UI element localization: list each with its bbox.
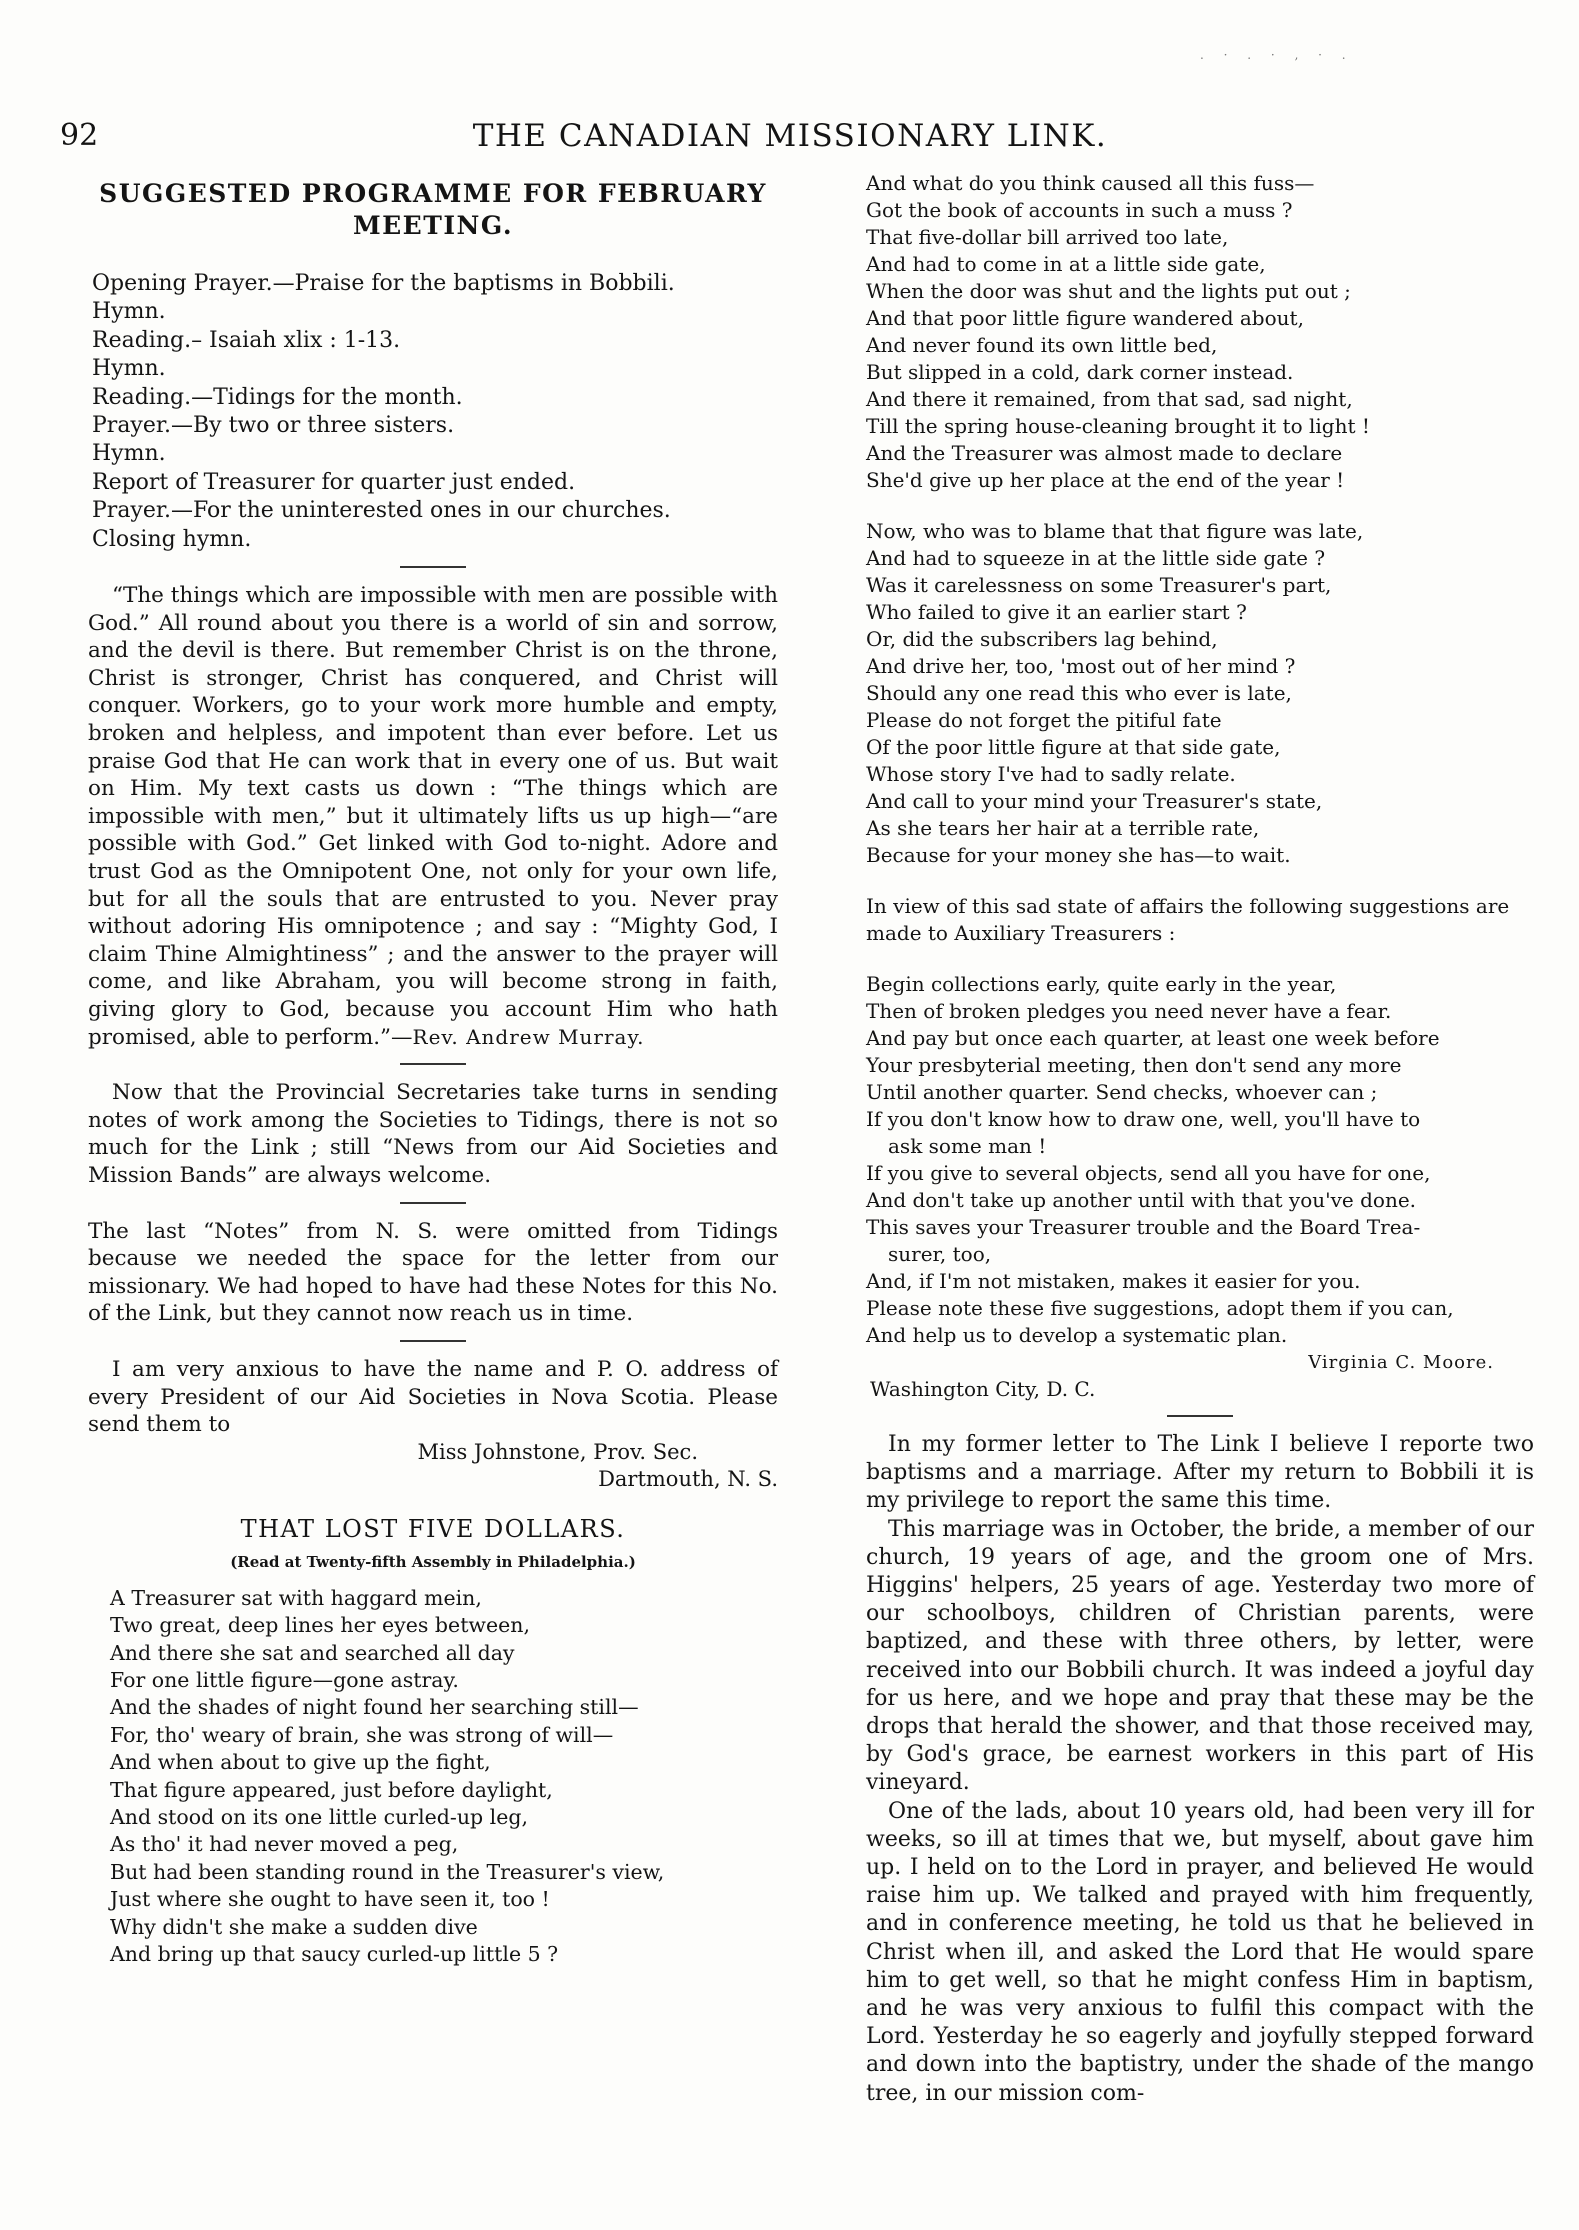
poem-line: For, tho' weary of brain, she was strong of will— bbox=[110, 1722, 614, 1747]
poem-line: Why didn't she make a sudden dive bbox=[110, 1914, 478, 1939]
poem-line: And drive her, too, 'most out of her mind ? bbox=[866, 654, 1296, 678]
poem-line: A Treasurer sat with haggard mein, bbox=[110, 1585, 482, 1610]
poem-line: And the shades of night found her searching still— bbox=[110, 1695, 639, 1720]
left-column bbox=[88, 178, 778, 1968]
poem-line: Two great, deep lines her eyes between, bbox=[110, 1613, 530, 1638]
programme-item: Hymn. bbox=[92, 299, 166, 325]
notes-omitted: The last “Notes” from N. S. were omitted from Tidings because we needed the space for the letter from our missionary. We had hoped to have had these Notes for this No. of the Link, but they cannot now reach us in time. bbox=[88, 1218, 778, 1327]
poem-line: That figure appeared, just before daylight, bbox=[110, 1777, 553, 1802]
letter-paragraph: In my former letter to The Link I believe I reporte two baptisms and a marriage. After my return to Bobbili it is my privilege to report the same this time. bbox=[866, 1432, 1534, 1514]
poem-line: Should any one read this who ever is late, bbox=[866, 681, 1292, 705]
poem-author: Virginia C. Moore. bbox=[1308, 1352, 1494, 1373]
programme-item: Reading.– Isaiah xlix : 1-13. bbox=[92, 327, 401, 353]
suggestion-line: And pay but once each quarter, at least one week before bbox=[866, 1026, 1440, 1050]
poem-line: And the Treasurer was almost made to declare bbox=[866, 441, 1343, 465]
letter-paragraph: This marriage was in October, the bride, a member of our church, 19 years of age, and the groom one of Mrs. Higgins' helpers, 25 years of age. Yesterday two more of our schoolboys, children of Christian parents, were baptized, and these with three others, by letter, were received into our Bobbili church. It was indeed a joyful day for us here, and we hope and pray that these may be the drops that herald the shower, and that those received may, by God's grace, be earnest workers in this part of His vineyard. bbox=[866, 1516, 1534, 1796]
poem-line: For one little figure—gone astray. bbox=[110, 1667, 459, 1692]
running-title: THE CANADIAN MISSIONARY LINK. bbox=[472, 118, 1108, 154]
secretaries-note: Now that the Provincial Secretaries take turns in sending notes of work among the Societies to Tidings, there is not so much for the Link ; still “News from our Aid Societies and Mission Bands” are always welcome. bbox=[88, 1080, 778, 1188]
right-column bbox=[866, 170, 1534, 2108]
poem-line: Just where she ought to have seen it, too ! bbox=[110, 1887, 550, 1912]
poem-line: And there it remained, from that sad, sad night, bbox=[866, 387, 1353, 411]
print-specks: . · . · ‚ · . bbox=[1200, 48, 1354, 62]
poem-stanza-2 bbox=[866, 170, 1534, 494]
suggestion-line: If you don't know how to draw one, well, you'll have to bbox=[866, 1107, 1421, 1131]
suggestion-line: This saves your Treasurer trouble and the Board Trea- bbox=[866, 1215, 1421, 1239]
address-place: Dartmouth, N. S. bbox=[598, 1466, 778, 1491]
poem-line: And call to your mind your Treasurer's state, bbox=[866, 789, 1323, 813]
section-divider bbox=[400, 566, 466, 568]
suggestion-line: And help us to develop a systematic plan. bbox=[866, 1323, 1288, 1347]
poem-line: Was it carelessness on some Treasurer's part, bbox=[866, 573, 1332, 597]
suggestion-line: Your presbyterial meeting, then don't send any more bbox=[866, 1053, 1402, 1077]
poem-line: Please do not forget the pitiful fate bbox=[866, 708, 1222, 732]
section-divider bbox=[400, 1340, 466, 1342]
poem-line: She'd give up her place at the end of the year ! bbox=[866, 468, 1345, 492]
poem-line: And when about to give up the fight, bbox=[110, 1750, 491, 1775]
address-name: Miss Johnstone, Prov. Sec. bbox=[417, 1439, 698, 1464]
poem-line: But had been standing round in the Treasurer's view, bbox=[110, 1859, 665, 1884]
address-request: I am very anxious to have the name and P. O. address of every President of our Aid Societies in Nova Scotia. Please send them to bbox=[88, 1356, 778, 1438]
programme-item: Hymn. bbox=[92, 356, 166, 382]
poem-line: Got the book of accounts in such a muss ? bbox=[866, 198, 1293, 222]
poem-line: And had to come in at a little side gate, bbox=[866, 252, 1266, 276]
page-number: 92 bbox=[60, 118, 99, 153]
poem-line: When the door was shut and the lights put out ; bbox=[866, 279, 1351, 303]
poem-line: And had to squeeze in at the little side gate ? bbox=[866, 546, 1326, 570]
section-divider bbox=[400, 1063, 466, 1065]
poem-line: Or, did the subscribers lag behind, bbox=[866, 627, 1218, 651]
poem-title: THAT LOST FIVE DOLLARS. bbox=[240, 1514, 626, 1543]
poem-line: Whose story I've had to sadly relate. bbox=[866, 762, 1236, 786]
poem-line: As she tears her hair at a terrible rate, bbox=[866, 816, 1260, 840]
poem-line: As tho' it had never moved a peg, bbox=[110, 1832, 459, 1857]
poem-line: Of the poor little figure at that side gate, bbox=[866, 735, 1281, 759]
suggestion-line: surer, too, bbox=[888, 1242, 992, 1266]
poem-line: Because for your money she has—to wait. bbox=[866, 843, 1291, 867]
poem-line: And what do you think caused all this fuss— bbox=[866, 171, 1315, 195]
poem-place: Washington City, D. C. bbox=[870, 1377, 1096, 1401]
programme-item: Prayer.—By two or three sisters. bbox=[92, 413, 455, 439]
poem-line: Till the spring house-cleaning brought it to light ! bbox=[866, 414, 1370, 438]
poem-line: And there she sat and searched all day bbox=[110, 1640, 515, 1665]
poem-line: And stood on its one little curled-up leg, bbox=[110, 1804, 528, 1829]
programme-item: Report of Treasurer for quarter just ended. bbox=[92, 469, 576, 495]
programme-list bbox=[92, 270, 778, 554]
suggestion-line: Please note these five suggestions, adopt them if you can, bbox=[866, 1296, 1454, 1320]
poem-line: Who failed to give it an earlier start ? bbox=[866, 600, 1247, 624]
poem-line: And bring up that saucy curled-up little 5 ? bbox=[110, 1941, 559, 1966]
programme-item: Hymn. bbox=[92, 441, 166, 467]
letter-paragraph: One of the lads, about 10 years old, had been very ill for weeks, so ill at times that we, but myself, about gave him up. I held on to the Lord in prayer, and believed He would raise him up. We talked and prayed with him frequently, and in conference meeting, he told us that he believed in Christ when ill, and asked the Lord that He would spare him to get well, so that he might confess Him in baptism, and he was very anxious to fulfil this compact with the Lord. Yesterday he so eagerly and joyfully stepped forward and down into the baptistry, under the shade of the mango tree, in our mission com- bbox=[866, 1798, 1534, 2106]
suggestion-line: And don't take up another until with that you've done. bbox=[866, 1188, 1417, 1212]
programme-item: Prayer.—For the uninterested ones in our churches. bbox=[92, 498, 671, 524]
suggestion-line: Then of broken pledges you need never have a fear. bbox=[866, 999, 1392, 1023]
poem-line: Now, who was to blame that that figure was late, bbox=[866, 519, 1364, 543]
page-header bbox=[60, 118, 1520, 162]
programme-item: Reading.—Tidings for the month. bbox=[92, 384, 463, 410]
poem-line: And never found its own little bed, bbox=[866, 333, 1218, 357]
section-divider bbox=[1167, 1415, 1233, 1417]
poem-stanza-1 bbox=[110, 1585, 778, 1969]
poem-line: And that poor little figure wandered about, bbox=[866, 306, 1304, 330]
suggestion-line: If you give to several objects, send all you have for one, bbox=[866, 1161, 1431, 1185]
poem-line: That five-dollar bill arrived too late, bbox=[866, 225, 1229, 249]
suggestions-list bbox=[866, 971, 1534, 1349]
poem-line: But slipped in a cold, dark corner instead. bbox=[866, 360, 1294, 384]
programme-item: Closing hymn. bbox=[92, 526, 252, 552]
murray-quote-text: “The things which are impossible with men are possible with God.” All round about you there is a world of sin and sorrow, and the devil is there. But remember Christ is on the throne, Christ is stronger, Christ has conquered, and Christ will conquer. Workers, go to your work more humble and empty, broken and helpless, and impotent than ever before. Let us praise God that He can work that in every one of us. But wait on Him. My text casts us down : “The things which are impossible with men,” but it ultimately lifts us up high—“are possible with God.” Get linked with God to-night. Adore and trust God as the Omnipotent One, not only for your own life, but for all the souls that are entrusted to you. Never pray without adoring His omnipotence ; and say : “Mighty God, I claim Thine Almightiness” ; and the answer to the prayer will come, and like Abraham, you will become strong in faith, giving glory to God, because you account Him who hath promised, able to perform.”— bbox=[88, 583, 778, 1050]
programme-heading: SUGGESTED PROGRAMME FOR FEBRUARY MEETING. bbox=[99, 179, 767, 240]
suggestion-line: And, if I'm not mistaken, makes it easier for you. bbox=[866, 1269, 1361, 1293]
murray-quote bbox=[88, 582, 778, 1051]
murray-quote-author: Rev. Andrew Murray. bbox=[412, 1024, 645, 1049]
poem-stanza-3 bbox=[866, 518, 1534, 869]
programme-item: Opening Prayer.—Praise for the baptisms in Bobbili. bbox=[92, 271, 675, 296]
suggestion-line: Until another quarter. Send checks, whoever can ; bbox=[866, 1080, 1378, 1104]
suggestion-line: Begin collections early, quite early in the year, bbox=[866, 972, 1337, 996]
poem-note: (Read at Twenty-fifth Assembly in Philadelphia.) bbox=[230, 1552, 636, 1571]
section-divider bbox=[400, 1202, 466, 1204]
suggestion-line: ask some man ! bbox=[888, 1134, 1047, 1158]
suggestions-intro: In view of this sad state of affairs the following suggestions are made to Auxiliary Treasurers : bbox=[866, 894, 1510, 945]
